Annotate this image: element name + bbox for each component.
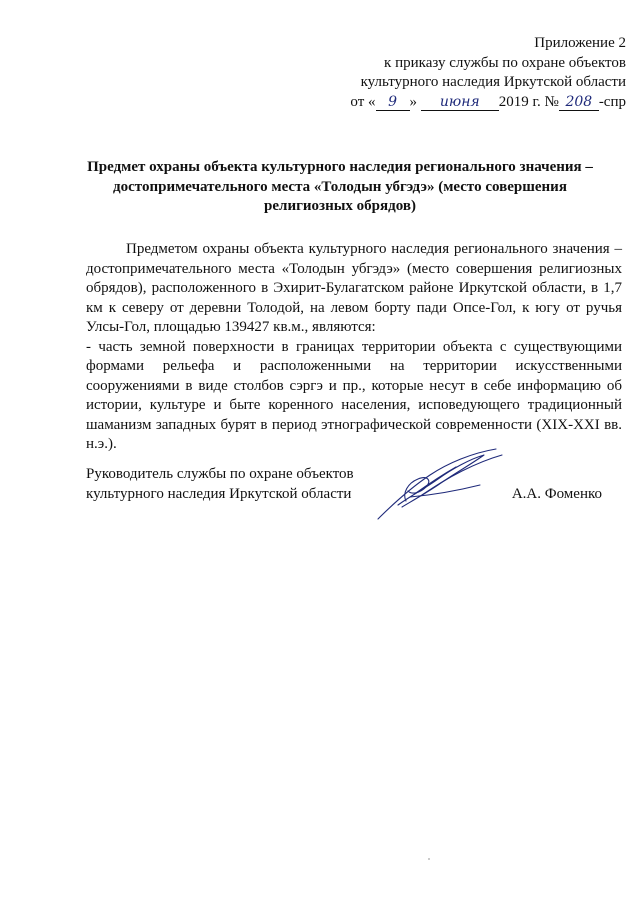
title-line-2: достопримечательного места «Толодын убгэдэ» (место совершения — [113, 178, 567, 195]
scan-speck — [428, 858, 430, 860]
document-body — [86, 240, 622, 455]
appendix-authority: культурного наследия Иркутской области — [360, 74, 626, 90]
title-line-3: религиозных обрядов) — [264, 198, 416, 214]
body-paragraph-item: - часть земной поверхности в границах территории объекта с существующими формами рельефа и расположенными на территории искусственными сооружениями в виде столбов сэргэ и пр., которые несут в себе информацию об истории, культуре и быте коренного населения, исповедующего традиционный шаманизм западных бурят в период этнографической современности (XIX-XXI вв. н.э.). — [86, 338, 622, 452]
date-month: июня — [439, 93, 480, 110]
order-suffix: -спр — [598, 93, 626, 110]
title-line-1: Предмет охраны объекта культурного наследия регионального значения – — [87, 159, 593, 175]
date-prefix: от « — [350, 93, 376, 110]
appendix-number: Приложение 2 — [534, 35, 626, 51]
signatory-position-line-1: Руководитель службы по охране объектов — [86, 466, 354, 482]
date-day-field — [376, 95, 410, 111]
order-number: 208 — [565, 93, 593, 110]
date-day: 9 — [388, 93, 397, 110]
document-title — [60, 158, 620, 217]
date-quote-close: » — [409, 93, 418, 110]
appendix-date-line — [350, 93, 626, 113]
order-number-field — [559, 95, 599, 111]
body-paragraph-intro: Предметом охраны объекта культурного наследия регионального значения – достопримечательного места «Толодын убгэдэ» (место совершения религиозных обрядов), расположенного в Эхирит-Булагатском районе Иркутской области, в 1,7 км к северу от деревни Толодой, на левом борту пади Опсе-Гол, к югу от ручья Улсы-Гол, площадью 139427 кв.м., являются: — [86, 241, 622, 335]
signatory-name: А.А. Фоменко — [511, 485, 602, 502]
signatory-position-line-2: культурного наследия Иркутской области — [86, 485, 352, 502]
appendix-header — [350, 34, 626, 112]
signatory-position — [86, 465, 354, 504]
date-month-field — [421, 95, 499, 111]
date-year: 2019 г. № — [498, 93, 559, 110]
handwritten-signature — [372, 445, 512, 525]
appendix-order-ref: к приказу службы по охране объектов — [384, 54, 626, 71]
